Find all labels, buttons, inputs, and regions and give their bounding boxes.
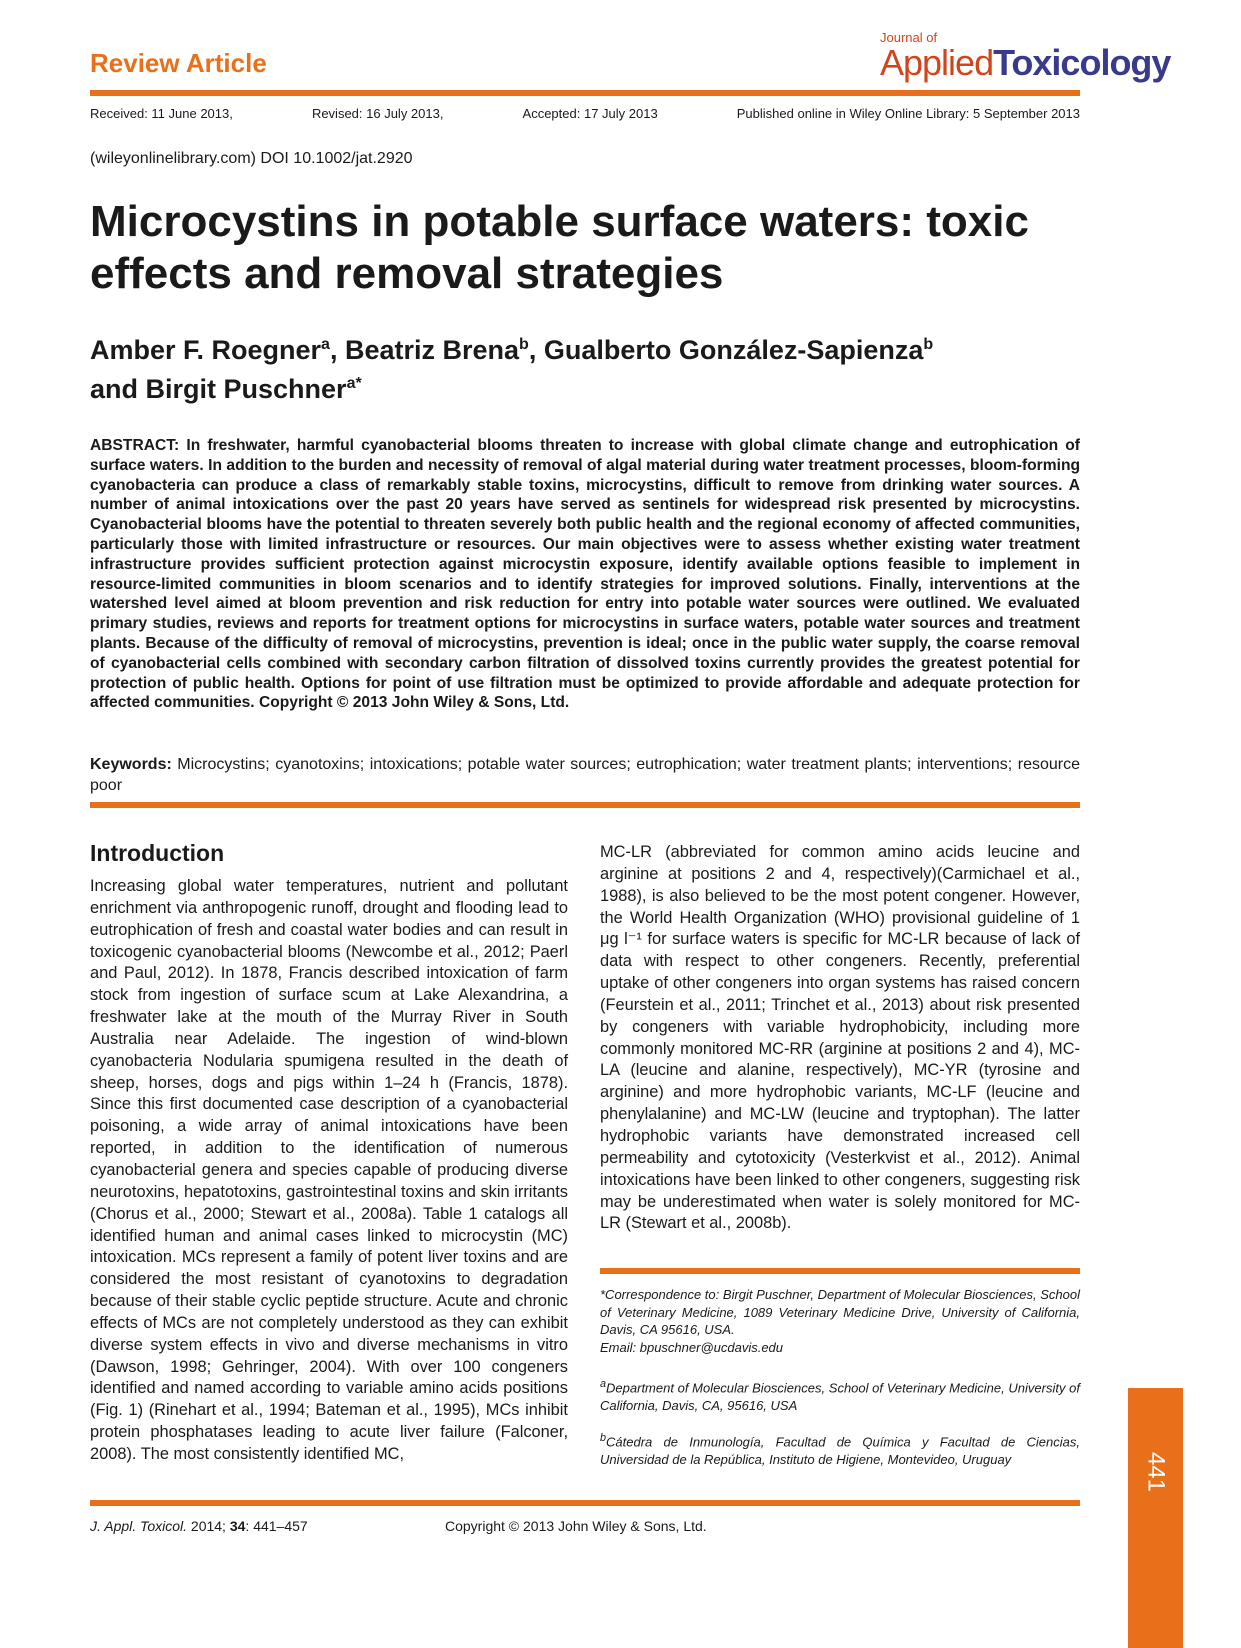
author-name: Birgit Puschner xyxy=(145,374,347,404)
keywords xyxy=(90,754,1080,796)
header-rule xyxy=(90,90,1080,96)
journal-name-toxicology: Toxicology xyxy=(993,42,1171,83)
journal-citation xyxy=(90,1518,308,1534)
author-name: Amber F. Roegner xyxy=(90,335,322,365)
author-name: Beatriz Brena xyxy=(344,335,520,365)
article-title: Microcystins in potable surface waters: toxic effects and removal strategies xyxy=(90,197,1029,298)
journal-prefix: Journal of xyxy=(880,30,938,45)
body-column-right: MC-LR (abbreviated for common amino acids leucine and arginine at positions 2 and 4, respectively)(Carmichael et al., 1988), is also believed to be the most potent congener. However, the World Health Organization (WHO) provisional guideline of 1 μg l⁻¹ for surface waters is specific for MC-LR because of lack of data with respect to other congeners. Recently, preferential uptake of other congeners into organ systems has raised concern (Feurstein et al., 2011; Trinchet et al., 2013) about risk presented by congeners with variable hydrophobicity, including more commonly monitored MC-RR (arginine at positions 2 and 4), MC-LA (leucine and alanine, respectively), MC-YR (tyrosine and arginine) and more hydrophobic variants, MC-LF (leucine and phenylalanine) and MC-LW (leucine and tryptophan). The latter hydrophobic variants have demonstrated increased cell permeability and cytotoxicity (Vesterkvist et al., 2012). Animal intoxications have been linked to other congeners, suggesting risk may be underestimated when water is solely monitored for MC-LR (Stewart et al., 2008b). xyxy=(600,843,1080,1233)
revised-date: Revised: 16 July 2013, xyxy=(311,106,444,121)
affiliation-marker: b xyxy=(519,336,529,353)
affiliation-marker: b xyxy=(923,336,934,353)
correspondence-text: *Correspondence to: Birgit Puschner, Department of Molecular Biosciences, School of Veterinary Medicine, 1089 Veterinary Medicine Drive, University of California, Davis, CA 95616, USA. xyxy=(600,1287,1080,1338)
affiliation-a-text: Department of Molecular Biosciences, School of Veterinary Medicine, University of California, Davis, CA, 95616, USA xyxy=(600,1380,1080,1413)
affiliation-b xyxy=(600,1430,1080,1469)
author-list: Amber F. Roegner$^a$, Beatriz Brena$^b$, Gualberto González-Sapienza$^b$ and Birgit Puschner$^{a*}$ xyxy=(90,335,934,404)
journal-abbreviation: J. Appl. Toxicol. xyxy=(90,1518,188,1534)
correspondence-footnote xyxy=(600,1286,1080,1356)
citation-year: 2014; xyxy=(190,1518,226,1534)
article-type-label: Review Article xyxy=(90,48,267,78)
affiliation-a xyxy=(600,1376,1080,1415)
affiliation-marker: a* xyxy=(346,375,362,392)
journal-name-applied: Applied xyxy=(880,42,994,83)
keywords-text: Microcystins; cyanotoxins; intoxications; potable water sources; eutrophication; water treatment plants; interventions; resource poor xyxy=(90,756,1080,794)
publication-dates xyxy=(90,106,1080,121)
accepted-date: Accepted: 17 July 2013 xyxy=(522,106,658,121)
section-heading-introduction: Introduction xyxy=(90,840,225,866)
section-rule xyxy=(90,802,1080,808)
citation-pages: : 441–457 xyxy=(245,1518,308,1534)
footnote-rule xyxy=(600,1268,1080,1274)
journal-logo xyxy=(880,30,1171,83)
affiliation-marker: a xyxy=(321,336,330,353)
affiliation-b-marker: b xyxy=(600,1432,607,1444)
footer-rule xyxy=(90,1500,1080,1506)
affiliation-b-text: Cátedra de Inmunología, Facultad de Química y Facultad de Ciencias, Universidad de la República, Instituto de Higiene, Montevideo, Uruguay xyxy=(600,1434,1080,1467)
footer-copyright: Copyright © 2013 John Wiley & Sons, Ltd. xyxy=(445,1518,707,1534)
doi-line: (wileyonlinelibrary.com) DOI 10.1002/jat.2920 xyxy=(90,150,413,167)
keywords-label: Keywords: xyxy=(90,756,172,773)
correspondence-email: Email: bpuschner@ucdavis.edu xyxy=(600,1339,784,1355)
author-name: Gualberto González-Sapienza xyxy=(543,335,924,365)
affiliation-a-marker: a xyxy=(600,1378,607,1390)
received-date: Received: 11 June 2013, xyxy=(90,106,233,121)
page-number-tab xyxy=(1128,1388,1183,1648)
citation-volume: 34 xyxy=(229,1518,246,1534)
body-column-left: Increasing global water temperatures, nutrient and pollutant enrichment via anthropogenic runoff, drought and flooding lead to eutrophication of fresh and coastal water bodies and can result in toxicogenic cyanobacterial blooms (Newcombe et al., 2012; Paerl and Paul, 2012). In 1878, Francis described intoxication of farm stock from ingestion of surface scum at Lake Alexandrina, a freshwater lake at the mouth of the Murray River in South Australia near Adelaide. The ingestion of wind-blown cyanobacteria Nodularia spumigena resulted in the death of sheep, horses, dogs and pigs within 1–24 h (Francis, 1878). Since this first documented case description of a cyanobacterial poisoning, a wide array of animal intoxications have been reported, in addition to the identification of numerous cyanobacterial genera and species capable of producing diverse neurotoxins, hepatotoxins, gastrointestinal toxins and skin irritants (Chorus et al., 2000; Stewart et al., 2008a). Table 1 catalogs all identified human and animal cases linked to microcystin (MC) intoxication. MCs represent a family of potent liver toxins and are considered the most resistant of cyanotoxins to degradation because of their stable cyclic peptide structure. Acute and chronic effects of MCs are not completely understood as they can exhibit diverse system effects in vivo and diverse mechanisms in vitro (Dawson, 1998; Gehringer, 2004). With over 100 congeners identified and named according to variable amino acids positions (Fig. 1) (Rinehart et al., 1994; Bateman et al., 1995), MCs inhibit protein phosphatases leading to acute liver failure (Falconer, 2008). The most consistently identified MC, xyxy=(90,877,568,1463)
page-number: 441 xyxy=(1142,1451,1170,1493)
abstract: ABSTRACT: In freshwater, harmful cyanobacterial blooms threaten to increase with global climate change and eutrophication of surface waters. In addition to the burden and necessity of removal of algal material during water treatment processes, bloom-forming cyanobacteria can produce a class of remarkably stable toxins, microcystins, difficult to remove from drinking water sources. A number of animal intoxications over the past 20 years have served as sentinels for widespread risk presented by microcystins. Cyanobacterial blooms have the potential to threaten severely both public health and the regional economy of affected communities, particularly those with limited infrastructure or resources. Our main objectives were to assess whether existing water treatment infrastructure provides sufficient protection against microcystin exposure, identify available options feasible to implement in resource-limited communities in bloom scenarios and to identify strategies for improved solutions. Finally, interventions at the watershed level aimed at bloom prevention and risk reduction for entry into potable water sources were outlined. We evaluated primary studies, reviews and reports for treatment options for microcystins in surface waters, potable water sources and treatment plants. Because of the difficulty of removal of microcystins, prevention is ideal; once in the public water supply, the coarse removal of cyanobacterial cells combined with secondary carbon filtration of dissolved toxins currently provides the greatest potential for protection of public health. Options for point of use filtration must be optimized to provide affordable and adequate protection for affected communities. Copyright © 2013 John Wiley & Sons, Ltd. xyxy=(90,437,1080,712)
published-date: Published online in Wiley Online Library: 5 September 2013 xyxy=(736,106,1080,121)
